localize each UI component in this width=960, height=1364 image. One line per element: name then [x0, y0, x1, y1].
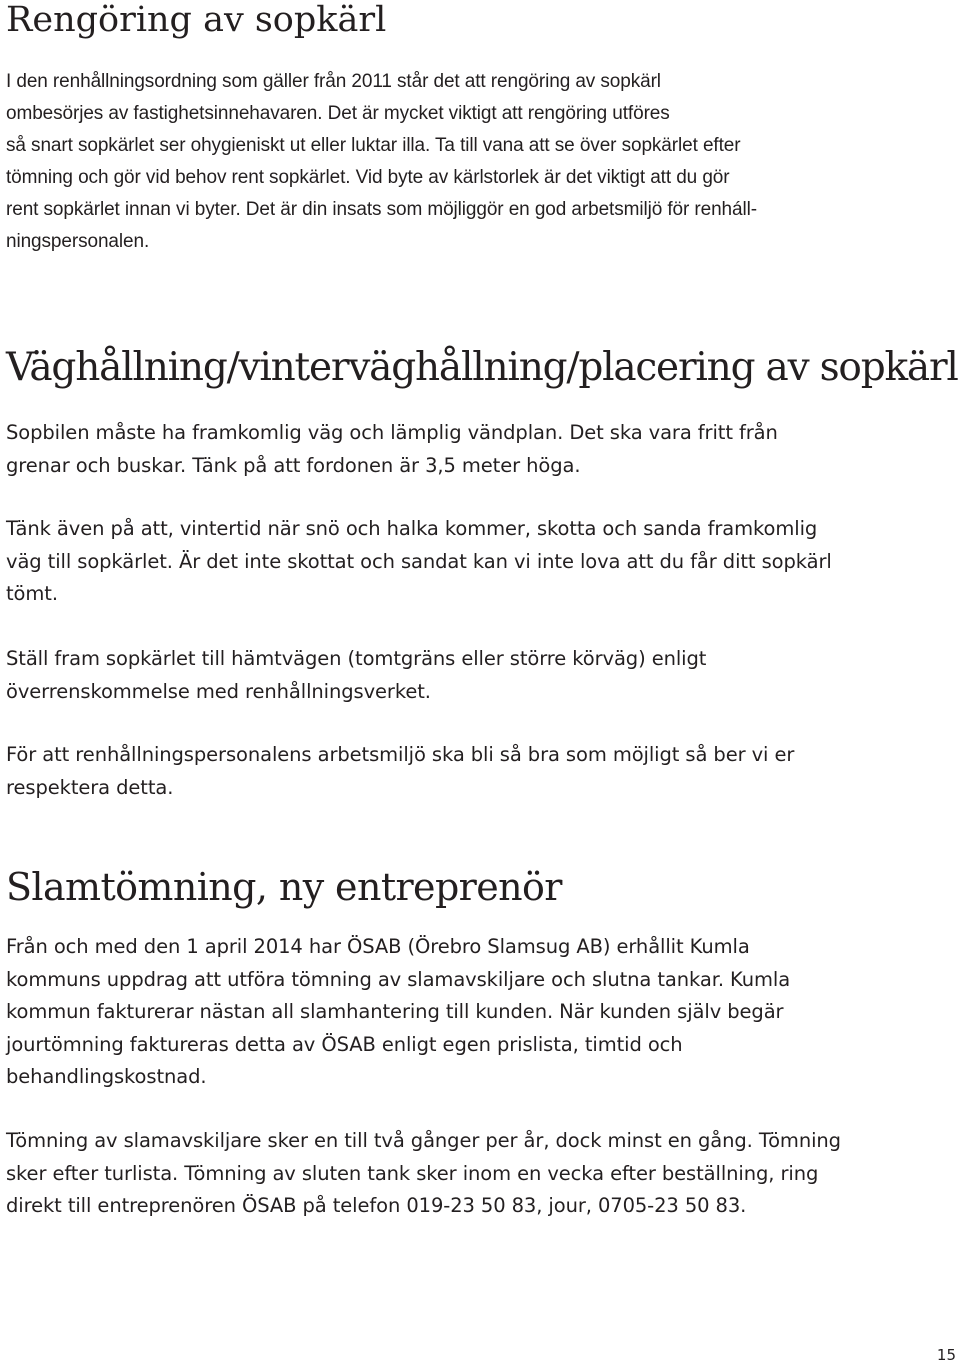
- paragraph-vaghallning-4: [6, 739, 950, 804]
- paragraph-slamtomning-2: [6, 1125, 950, 1223]
- text-line: rent sopkärlet innan vi byter. Det är din insats som möjliggör en god arbetsmiljö för renháll-: [6, 199, 757, 220]
- text-line: kommun fakturerar nästan all slamhantering till kunden. När kunden själv begär: [6, 1000, 784, 1023]
- text-line: För att renhållningspersonalens arbetsmiljö ska bli så bra som möjligt så ber vi er: [6, 743, 795, 766]
- text-line: direkt till entreprenören ÖSAB på telefon 019-23 50 83, jour, 0705-23 50 83.: [6, 1194, 747, 1217]
- text-line: sker efter turlista. Tömning av sluten tank sker inom en vecka efter beställning, ring: [6, 1161, 819, 1185]
- text-line: ningspersonalen.: [6, 231, 150, 252]
- section-heading-rengoring: Rengöring av sopkärl: [6, 0, 387, 40]
- paragraph-vaghallning-1: [6, 417, 950, 482]
- text-line: tömning och gör vid behov rent sopkärlet. Vid byte av kärlstorlek är det viktigt att du gör: [6, 167, 730, 188]
- paragraph-rengoring: [6, 66, 950, 258]
- text-line: respektera detta.: [6, 775, 174, 799]
- text-line: väg till sopkärlet. Är det inte skottat och sandat kan vi inte lova att du får ditt sopkärl: [6, 549, 832, 573]
- text-line: överrenskommelse med renhållningsverket.: [6, 679, 431, 703]
- text-line: Från och med den 1 april 2014 har ÖSAB (Örebro Slamsug AB) erhållit Kumla: [6, 935, 750, 958]
- text-line: Ställ fram sopkärlet till hämtvägen (tomtgräns eller större körväg) enligt: [6, 647, 707, 670]
- paragraph-slamtomning-1: [6, 931, 950, 1094]
- text-line: behandlingskostnad.: [6, 1065, 207, 1088]
- paragraph-vaghallning-3: [6, 643, 950, 708]
- text-line: kommuns uppdrag att utföra tömning av slamavskiljare och slutna tankar. Kumla: [6, 967, 791, 991]
- text-line: Tänk även på att, vintertid när snö och halka kommer, skotta och sanda framkomlig: [6, 517, 818, 540]
- section-heading-vaghallning: Väghållning/vinterväghållning/placering av sopkärl: [6, 345, 958, 390]
- text-line: tömt.: [6, 582, 58, 605]
- text-line: ombesörjes av fastighetsinnehavaren. Det är mycket viktigt att rengöring utföres: [6, 103, 670, 124]
- text-line: Sopbilen måste ha framkomlig väg och lämplig vändplan. Det ska vara fritt från: [6, 421, 778, 444]
- text-line: Tömning av slamavskiljare sker en till två gånger per år, dock minst en gång. Tömning: [6, 1129, 841, 1152]
- page-number: 15: [936, 1346, 956, 1364]
- paragraph-vaghallning-2: [6, 513, 950, 611]
- text-line: I den renhållningsordning som gäller från 2011 står det att rengöring av sopkärl: [6, 71, 661, 92]
- text-line: så snart sopkärlet ser ohygieniskt ut eller luktar illa. Ta till vana att se över sopkärlet efter: [6, 135, 741, 156]
- text-line: grenar och buskar. Tänk på att fordonen är 3,5 meter höga.: [6, 453, 581, 477]
- text-line: jourtömning faktureras detta av ÖSAB enligt egen prislista, timtid och: [6, 1032, 683, 1056]
- section-heading-slamtomning: Slamtömning, ny entreprenör: [6, 865, 562, 909]
